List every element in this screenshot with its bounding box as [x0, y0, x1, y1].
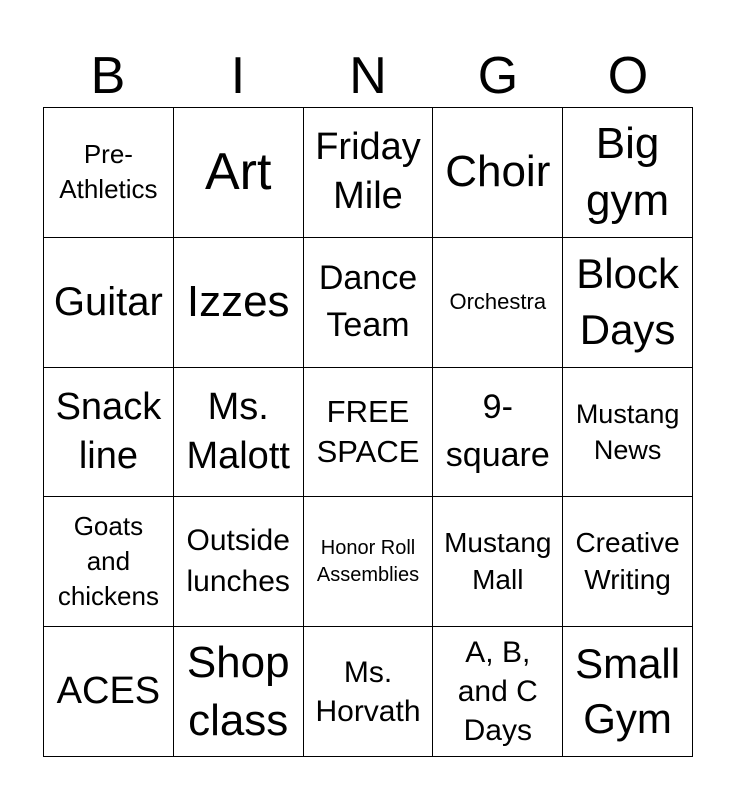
bingo-cell-label: Pre- Athletics [59, 139, 158, 205]
bingo-cell-b5[interactable] [44, 627, 174, 757]
bingo-cell-n1[interactable] [304, 108, 434, 238]
bingo-cell-o3[interactable] [563, 368, 693, 498]
bingo-cell-label: ACES [56, 669, 161, 712]
bingo-header [43, 44, 693, 108]
bingo-cell-label: Friday Mile [315, 126, 421, 218]
bingo-cell-label: Big gym [586, 119, 670, 226]
bingo-cell-n3[interactable] [304, 368, 434, 498]
bingo-cell-label: Orchestra [449, 289, 547, 315]
bingo-cell-i4[interactable] [174, 497, 304, 627]
bingo-cell-i5[interactable] [174, 627, 304, 757]
header-letter-o: O [607, 47, 649, 105]
bingo-cell-label: Goats and chickens [57, 511, 159, 612]
bingo-cell-o2[interactable] [563, 238, 693, 368]
bingo-cell-label: Ms. Horvath [315, 655, 421, 728]
bingo-cell-label: Creative Writing [575, 527, 680, 595]
bingo-cell-b4[interactable] [44, 497, 174, 627]
bingo-cell-label: Honor Roll Assemblies [316, 536, 420, 586]
bingo-board [43, 107, 693, 757]
bingo-cell-n5[interactable] [304, 627, 434, 757]
header-letter-g: G [477, 47, 519, 105]
header-letter-i: I [230, 47, 246, 105]
bingo-cell-label: Outside lunches [186, 524, 290, 598]
bingo-cell-i3[interactable] [174, 368, 304, 498]
bingo-cell-label: Izzes [186, 277, 290, 326]
bingo-cell-i2[interactable] [174, 238, 304, 368]
bingo-cell-n4[interactable] [304, 497, 434, 627]
bingo-cell-b3[interactable] [44, 368, 174, 498]
bingo-cell-label: A, B, and C Days [457, 636, 538, 748]
bingo-cell-g4[interactable] [433, 497, 563, 627]
bingo-cell-o5[interactable] [563, 627, 693, 757]
bingo-cell-label: 9- square [445, 388, 550, 474]
bingo-cell-label: Art [204, 142, 272, 201]
bingo-cell-b2[interactable] [44, 238, 174, 368]
bingo-cell-g1[interactable] [433, 108, 563, 238]
bingo-cell-label: Small Gym [575, 640, 681, 742]
bingo-cell-label: Mustang Mall [444, 527, 552, 595]
bingo-cell-label: Shop class [186, 638, 290, 745]
bingo-cell-label: Dance Team [318, 258, 418, 345]
bingo-cell-b1[interactable] [44, 108, 174, 238]
bingo-cell-o4[interactable] [563, 497, 693, 627]
bingo-cell-label: Ms. Malott [186, 385, 290, 477]
bingo-cell-g2[interactable] [433, 238, 563, 368]
header-letter-n: N [349, 47, 387, 105]
bingo-cell-o1[interactable] [563, 108, 693, 238]
bingo-cell-n2[interactable] [304, 238, 434, 368]
bingo-cell-label: Guitar [53, 280, 163, 325]
bingo-cell-label: Mustang News [575, 398, 680, 465]
bingo-cell-label: FREE SPACE [316, 393, 420, 469]
bingo-cell-i1[interactable] [174, 108, 304, 238]
bingo-cell-g3[interactable] [433, 368, 563, 498]
bingo-cell-label: Block Days [576, 249, 679, 354]
bingo-cell-label: Snack line [55, 385, 162, 477]
header-letter-b: B [90, 47, 126, 105]
bingo-cell-label: Choir [445, 147, 551, 197]
bingo-cell-g5[interactable] [433, 627, 563, 757]
